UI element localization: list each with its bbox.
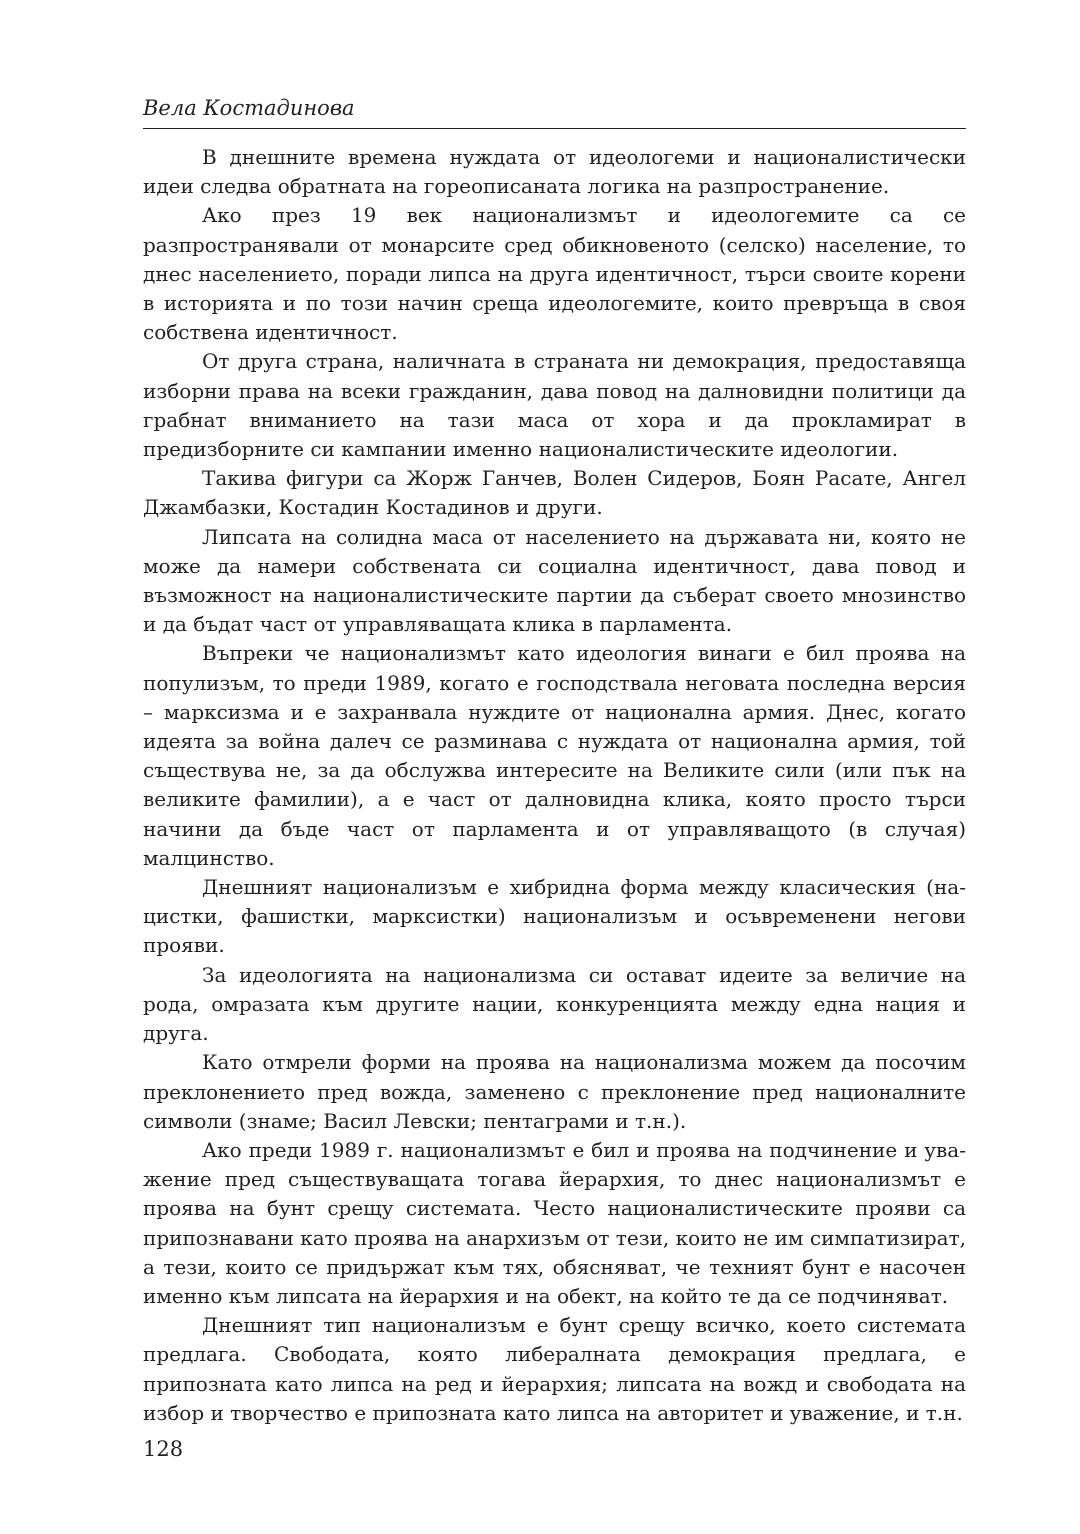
paragraph: Днешният национализъм е хибридна форма между класическия (нацистки, фашистки, марксистки) национализъм и осъвременени негови прояви. xyxy=(143,875,966,958)
paragraph: За идеологията на национализма си остават идеите за величие на рода, омразата към другите нации, конкуренцията между една нация и друга. xyxy=(143,962,966,1046)
running-head xyxy=(143,92,966,129)
paragraph: Въпреки че национализмът като идеология винаги е бил проява на популизъм, то преди 1989, когато е господствала неговата последна версия – марксизма и е захранвала нуждите от национална армия. Днес, когато идеята за война далеч се разминава с нуждата от национална армия, той съществува не, за да обслужва интересите на Великите сили (или пък на великите фамилии), а е част от далновидна клика, която просто търси начини да бъде част от парламента и от управляващото (в случая) малцинство. xyxy=(143,641,966,870)
paragraph: Ако през 19 век национализмът и идеологемите са се разпространявали от монарсите сред обикновеното (селско) население, то днес населението, поради липса на друга идентичност, търси своите корени в историята и по този начин среща идеологемите, които превръща в своя собствена идентичност. xyxy=(143,203,966,345)
body-text xyxy=(143,143,966,1428)
author-name: Вела Костадинова xyxy=(143,96,355,120)
paragraph: В днешните времена нуждата от идеологеми и националистически идеи следва обратната на гореописаната логика на разпространение. xyxy=(143,145,966,199)
paragraph: От друга страна, наличната в страната ни демокрация, предоставяща изборни права на всеки гражданин, дава повод на далновидни политици да грабнат вниманието на тази маса от хора и да прокламират в предизборните си кампании именно националистическите идеологии. xyxy=(143,349,966,462)
paragraph: Такива фигури са Жорж Ганчев, Волен Сидеров, Боян Расате, Ангел Джамбазки, Костадин Костадинов и други. xyxy=(143,466,966,520)
paragraph: Ако преди 1989 г. национализмът е бил и проява на подчинение и уважение пред съществуващата тогава йерархия, то днес национализмът е проява на бунт срещу системата. Често националистическите прояви са припознавани като проява на анархизъм от тези, които не им симпатизират, а тези, които се придържат към тях, обясняват, че техният бунт е насочен именно към липсата на йерархия и на обект, на който те да се подчиняват. xyxy=(143,1137,966,1308)
page-number: 128 xyxy=(143,1437,184,1461)
paragraph: Днешният тип национализъм е бунт срещу всичко, което системата предлага. Свободата, която либералната демокрация предлага, е припозната като липса на ред и йерархия; липсата на вожд и свободата на избор и творчество е припозната като липса на авторитет и уважение, и т.н. xyxy=(143,1313,966,1425)
paragraph: Като отмрели форми на проява на национализма можем да посочим преклонението пред вожда, заменено с преклонение пред националните символи (знаме; Васил Левски; пентаграми и т.н.). xyxy=(143,1050,966,1133)
paragraph: Липсата на солидна маса от населението на държавата ни, която не може да намери собствената си социална идентичност, дава повод и възможност на националистическите партии да съберат своето мнозинство и да бъдат част от управляващата клика в парламента. xyxy=(143,524,966,637)
